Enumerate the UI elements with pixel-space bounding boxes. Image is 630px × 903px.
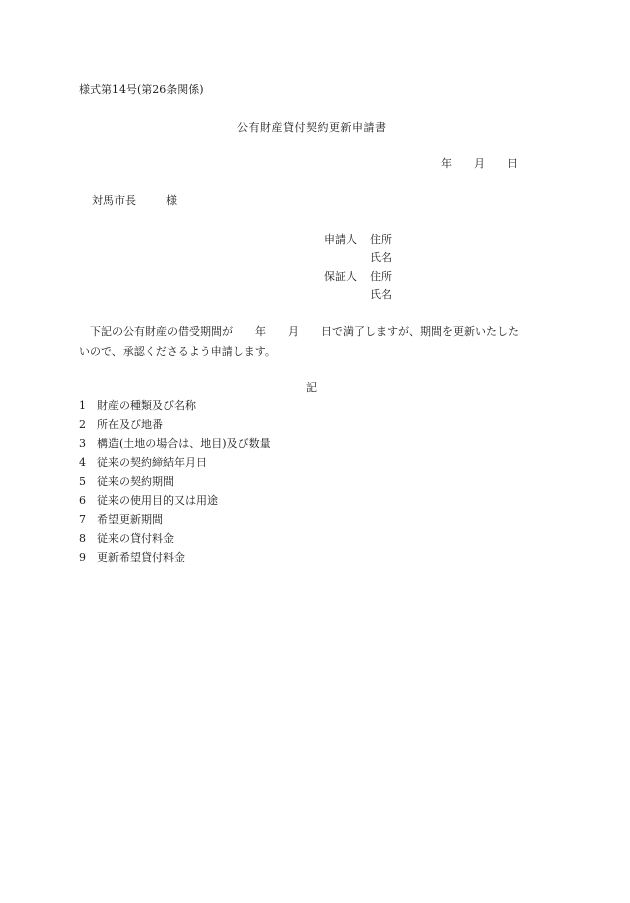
list-item: [79, 494, 271, 513]
item-number: 4: [79, 456, 86, 469]
list-item: [79, 399, 271, 418]
list-item: [79, 456, 271, 475]
applicant-name-label: 氏名: [370, 251, 392, 264]
request-body-line-1: [79, 322, 549, 342]
document-title: 公有財産貸付契約更新申請書: [237, 121, 387, 134]
date-month-label: 月: [474, 157, 485, 170]
item-label: 従来の貸付料金: [97, 532, 174, 545]
item-number: 7: [79, 513, 86, 526]
item-label: 財産の種類及び名称: [97, 399, 196, 412]
form-number: 様式第14号(第26条関係): [79, 83, 204, 96]
applicant-label: 申請人: [324, 233, 357, 246]
request-body-year: 年: [255, 325, 266, 338]
item-label: 従来の使用目的又は用途: [97, 494, 218, 507]
date-year-label: 年: [441, 157, 452, 170]
item-number: 3: [79, 437, 86, 450]
addressee-name: 対馬市長: [92, 194, 136, 207]
item-label: 所在及び地番: [97, 418, 163, 431]
list-item: [79, 513, 271, 532]
item-number: 6: [79, 494, 86, 507]
request-body-line-2: いので、承認くださるよう申請します。: [79, 345, 276, 358]
item-label: 従来の契約期間: [97, 475, 174, 488]
date-day-label: 日: [507, 157, 518, 170]
date-line: [441, 157, 518, 171]
list-item: [79, 532, 271, 551]
addressee: [92, 194, 177, 208]
item-label: 更新希望貸付料金: [97, 551, 185, 564]
guarantor-name-label: 氏名: [370, 288, 392, 301]
list-item: [79, 437, 271, 456]
item-number: 1: [79, 399, 86, 412]
request-body-month: 月: [288, 325, 299, 338]
item-label: 構造(土地の場合は、地目)及び数量: [97, 437, 271, 450]
request-body-part1: 下記の公有財産の借受期間が: [90, 325, 233, 338]
list-item: [79, 475, 271, 494]
item-label: 希望更新期間: [97, 513, 163, 526]
request-body: [79, 322, 549, 362]
list-item: [79, 418, 271, 437]
applicant-address-label: 住所: [370, 233, 392, 246]
guarantor-address-label: 住所: [370, 270, 392, 283]
item-number: 8: [79, 532, 86, 545]
addressee-honorific: 様: [166, 194, 177, 207]
list-item: [79, 551, 271, 570]
item-list: [79, 399, 271, 570]
request-body-part2: 日で満了しますが、期間を更新いたした: [321, 325, 519, 338]
ki-heading: 記: [306, 381, 317, 394]
item-number: 5: [79, 475, 86, 488]
item-number: 2: [79, 418, 86, 431]
guarantor-label: 保証人: [324, 270, 357, 283]
item-label: 従来の契約締結年月日: [97, 456, 207, 469]
item-number: 9: [79, 551, 86, 564]
